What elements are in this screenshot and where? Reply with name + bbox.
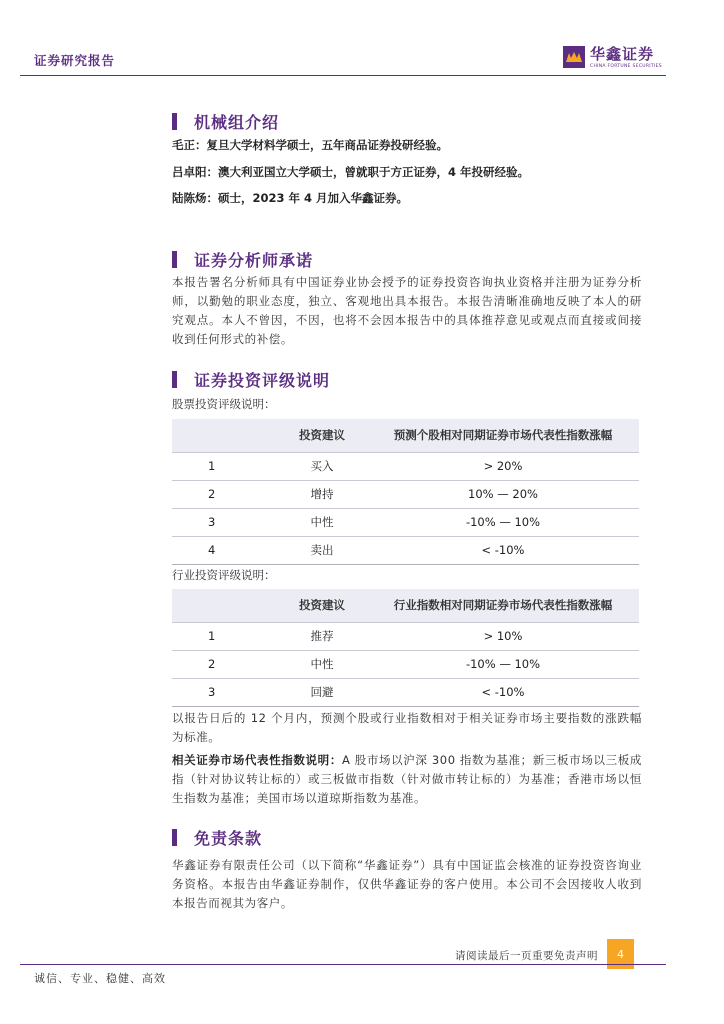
section-marker <box>172 829 177 846</box>
section-commitment-label: 证券分析师承诺 <box>194 251 314 270</box>
row-index: 3 <box>172 678 277 706</box>
row-index: 2 <box>172 650 277 678</box>
row-advice: 卖出 <box>277 536 367 564</box>
section-team-heading <box>172 110 279 133</box>
row-range: < -10% <box>367 536 639 564</box>
index-description <box>172 751 642 808</box>
table-row <box>172 622 639 650</box>
report-type-title: 证券研究报告 <box>34 53 116 68</box>
row-index: 3 <box>172 508 277 536</box>
row-index: 1 <box>172 622 277 650</box>
table-row <box>172 508 639 536</box>
team-member-3: 陆陈炀：硕士，2023 年 4 月加入华鑫证券。 <box>172 191 409 205</box>
logo-name-en: CHINA FORTUNE SECURITIES <box>590 64 662 69</box>
team-member-1: 毛正：复旦大学材料学硕士，五年商品证券投研经验。 <box>172 138 448 152</box>
section-marker <box>172 371 177 388</box>
section-team-label: 机械组介绍 <box>194 113 280 132</box>
row-advice: 中性 <box>277 650 367 678</box>
table-header-row <box>172 419 639 452</box>
table-header-advice: 投资建议 <box>277 589 367 622</box>
table-header-index <box>172 419 277 452</box>
row-range: > 20% <box>367 452 639 480</box>
table-row <box>172 536 639 564</box>
table-row <box>172 452 639 480</box>
row-advice: 推荐 <box>277 622 367 650</box>
row-advice: 回避 <box>277 678 367 706</box>
industry-rating-table <box>172 589 639 707</box>
table-row <box>172 480 639 508</box>
table-header-advice: 投资建议 <box>277 419 367 452</box>
section-rating-label: 证券投资评级说明 <box>194 371 331 390</box>
index-description-label: 相关证券市场代表性指数说明： <box>172 753 342 767</box>
row-index: 4 <box>172 536 277 564</box>
rating-period-note: 以报告日后的 12 个月内，预测个股或行业指数相对于相关证券市场主要指数的涨跌幅为标准。 <box>172 711 642 744</box>
index-description-text: A 股市场以沪深 300 指数为基准；新三板市场以三板成指（针对协议转让标的）或三板做市指数（针对做市转让标的）为基准；香港市场以恒生指数为基准；美国市场以道琼斯指数为基准。 <box>172 753 642 805</box>
table-row <box>172 650 639 678</box>
header-divider <box>20 75 666 76</box>
commitment-text: 本报告署名分析师具有中国证券业协会授予的证券投资咨询执业资格并注册为证券分析师，以勤勉的职业态度，独立、客观地出具本报告。本报告清晰准确地反映了本人的研究观点。本人不曾因，不因，也将不会因本报告中的具体推荐意见或观点而直接或间接收到任何形式的补偿。 <box>172 275 642 346</box>
page-number: 4 <box>607 939 634 969</box>
row-range: -10% — 10% <box>367 508 639 536</box>
stock-rating-table <box>172 419 639 565</box>
section-commitment-heading <box>172 248 313 271</box>
section-disclaimer-label: 免责条款 <box>194 829 263 848</box>
row-range: -10% — 10% <box>367 650 639 678</box>
logo-name-cn: 华鑫证券 <box>590 45 655 63</box>
row-index: 2 <box>172 480 277 508</box>
row-advice: 中性 <box>277 508 367 536</box>
section-marker <box>172 113 177 130</box>
row-index: 1 <box>172 452 277 480</box>
industry-rating-caption: 行业投资评级说明： <box>172 568 276 582</box>
logo-mark-icon <box>563 46 585 68</box>
row-range: 10% — 20% <box>367 480 639 508</box>
row-advice: 增持 <box>277 480 367 508</box>
stock-rating-caption: 股票投资评级说明： <box>172 397 276 411</box>
footer-motto: 诚信、专业、稳健、高效 <box>34 972 166 985</box>
table-header-range: 预测个股相对同期证券市场代表性指数涨幅 <box>367 419 639 452</box>
team-member-2: 吕卓阳：澳大利亚国立大学硕士，曾就职于方正证券，4 年投研经验。 <box>172 165 530 179</box>
section-marker <box>172 251 177 268</box>
row-advice: 买入 <box>277 452 367 480</box>
section-rating-heading <box>172 368 330 391</box>
table-header-index <box>172 589 277 622</box>
row-range: < -10% <box>367 678 639 706</box>
section-disclaimer-heading <box>172 826 262 849</box>
footer-disclaimer-note: 请阅读最后一页重要免责声明 <box>455 950 598 962</box>
table-header-row <box>172 589 639 622</box>
table-header-range: 行业指数相对同期证券市场代表性指数涨幅 <box>367 589 639 622</box>
company-logo <box>563 46 662 70</box>
row-range: > 10% <box>367 622 639 650</box>
disclaimer-text: 华鑫证券有限责任公司（以下简称“华鑫证券”）具有中国证监会核准的证券投资咨询业务资格。本报告由华鑫证券制作，仅供华鑫证券的客户使用。本公司不会因接收人收到本报告而视其为客户。 <box>172 858 642 910</box>
footer-divider <box>20 964 666 965</box>
table-row <box>172 678 639 706</box>
